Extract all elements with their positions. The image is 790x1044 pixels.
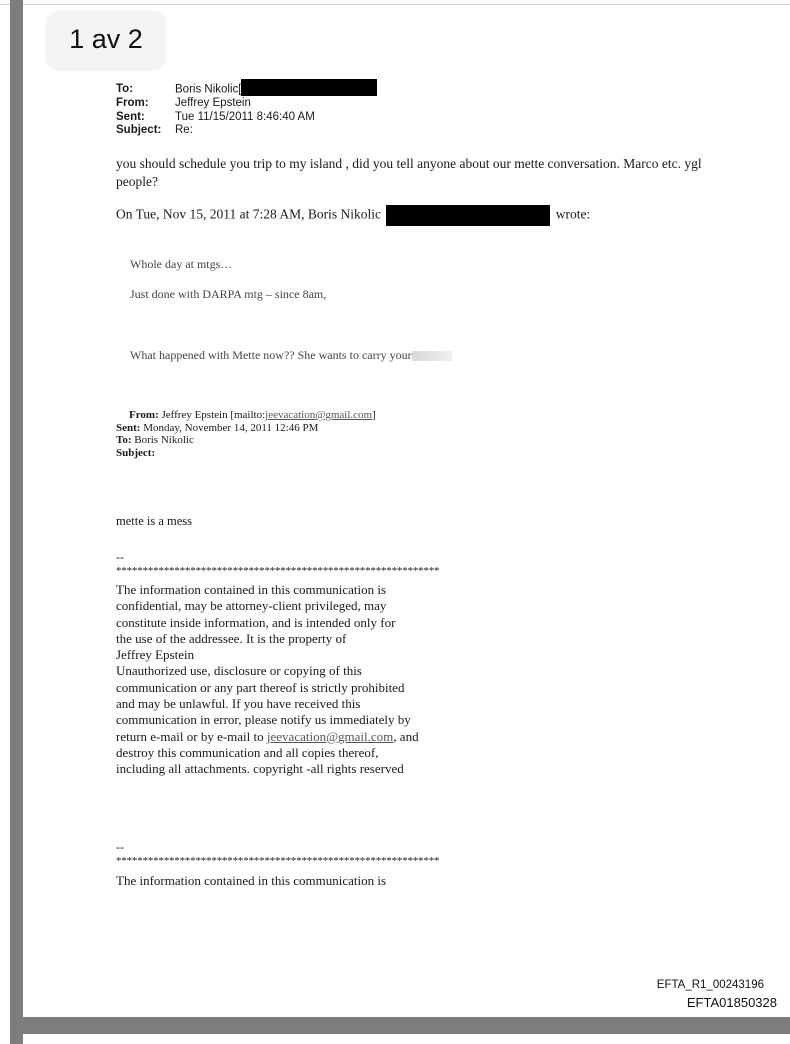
fwd-sent-value: Monday, November 14, 2011 12:46 PM (143, 421, 319, 434)
disclaimer (116, 582, 419, 778)
quoted-line-3: What happened with Mette now?? She wants to carry your (130, 348, 452, 363)
separator-dash: -- (116, 550, 124, 564)
quoted-line-2: Just done with DARPA mtg – since 8am, (130, 287, 327, 301)
disclaimer-line: destroy this communication and all copies thereof, (116, 744, 379, 760)
separator-dash-2: -- (116, 840, 124, 854)
to-label: To: (116, 83, 134, 95)
quoted-intro-suffix: wrote: (555, 206, 591, 222)
quoted-line-1: Whole day at mtgs… (130, 257, 233, 271)
email-header (116, 83, 377, 138)
disclaimer-repeat: The information contained in this communication is (116, 873, 387, 888)
disclaimer-line: communication in error, please notify us immediately by (116, 712, 411, 728)
forwarded-header: From: Jeffrey Epstein [mailto:jeevacation@gmail.com] Sent: Monday, November 14, 2011 12:46 PM To: Boris Nikolic Subject: (116, 409, 376, 459)
subject-value: Re: (175, 124, 193, 137)
bottom-page-edge (23, 1017, 790, 1034)
disclaimer-line: confidential, may be attorney-client privileged, may (116, 598, 387, 614)
disclaimer-line: return e-mail or by e-mail to jeevacation@gmail.com, and (116, 728, 419, 744)
blurred-text (412, 351, 452, 361)
disclaimer-line: The information contained in this communication is (116, 582, 387, 597)
top-border (0, 4, 790, 5)
left-page-edge (10, 0, 23, 1044)
disclaimer-line: constitute inside information, and is intended only for (116, 614, 396, 630)
redaction-bar (241, 79, 377, 96)
fwd-sent-label: Sent: (116, 421, 141, 434)
redaction-bar (386, 205, 550, 226)
page-indicator[interactable]: 1 av 2 (47, 11, 165, 68)
quoted-intro (116, 205, 590, 226)
sent-label: Sent: (116, 110, 145, 123)
disclaimer-line: including all attachments. copyright -all rights reserved (116, 761, 404, 777)
from-label: From: (116, 97, 149, 110)
bates-number-2: EFTA01850328 (686, 995, 777, 1010)
separator-stars: ************************************************************* (116, 565, 440, 577)
fwd-email-link[interactable]: jeevacation@gmail.com (265, 409, 373, 421)
quoted-intro-prefix: On Tue, Nov 15, 2011 at 7:28 AM, Boris Nikolic (116, 206, 382, 222)
forwarded-body: mette is a mess (116, 514, 193, 528)
to-value: Boris Nikolic[ (175, 83, 377, 97)
disclaimer-email-link[interactable]: jeevacation@gmail.com (266, 728, 394, 744)
disclaimer-line: Unauthorized use, disclosure or copying of this (116, 663, 362, 679)
separator-stars-2: ************************************************************* (116, 855, 440, 867)
fwd-subject-label: Subject: (116, 446, 156, 459)
reply-body: you should schedule you trip to my island , did you tell anyone about our mette conversation. Marco etc. ygl people? (116, 156, 702, 189)
disclaimer-line: the use of the addressee. It is the property of (116, 630, 347, 646)
bates-number-1: EFTA_R1_00243196 (656, 979, 764, 991)
subject-label: Subject: (116, 124, 162, 137)
disclaimer-line: and may be unlawful. If you have received this (116, 696, 361, 712)
from-value: Jeffrey Epstein (175, 97, 251, 110)
disclaimer-line: Jeffrey Epstein (116, 647, 195, 663)
disclaimer-line: communication or any part thereof is strictly prohibited (116, 679, 405, 695)
fwd-to-value: Boris Nikolic (134, 434, 194, 446)
fwd-to-label: To: (116, 434, 132, 446)
sent-value: Tue 11/15/2011 8:46:40 AM (175, 110, 315, 123)
fwd-from-label: From: (129, 409, 159, 421)
